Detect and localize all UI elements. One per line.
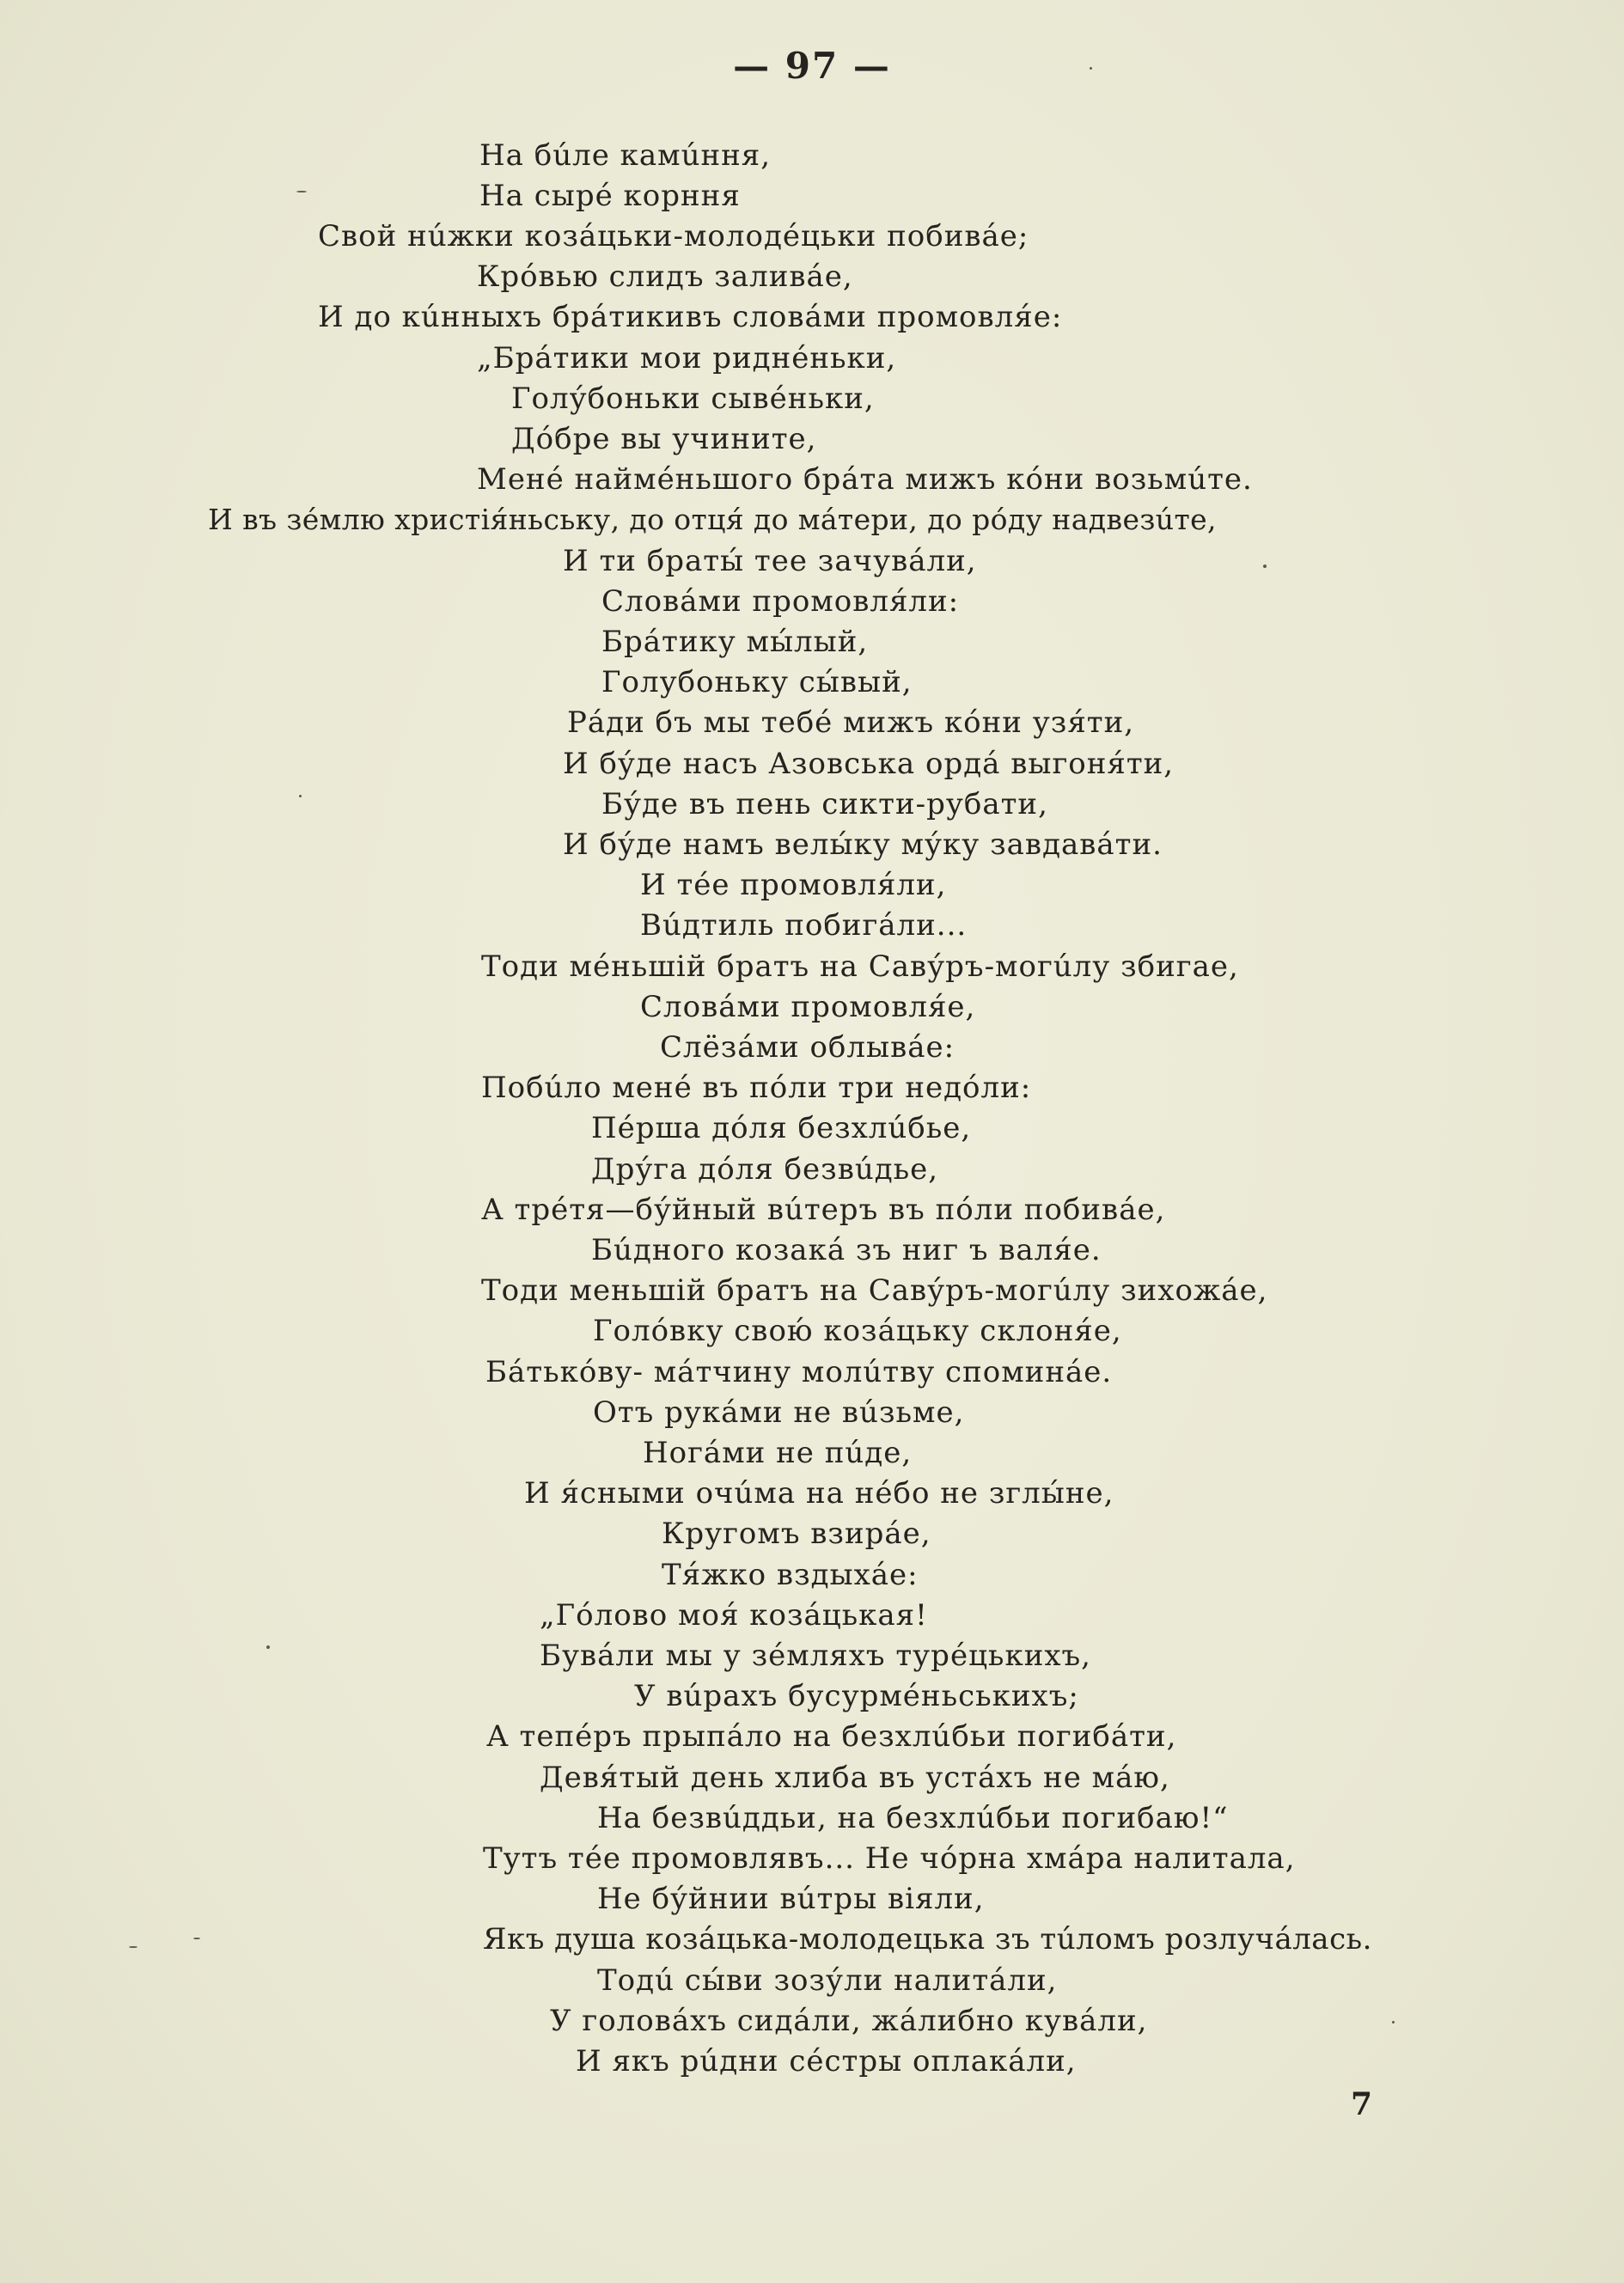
poem-line: Тоди меньшій братъ на Саву́ръ-могúлу зихожа́е,	[481, 1273, 1268, 1308]
poem-line: На безвúддьи, на безхлúбьи погибаю!“	[597, 1801, 1229, 1835]
poem-line: А тепе́ръ прыпа́ло на безхлúбьи погиба́ти,	[486, 1719, 1177, 1754]
poem-line: Якъ душа коза́цька-молодецька зъ тúломъ розлуча́лась.	[483, 1922, 1372, 1956]
poem-line: На бúле камúння,	[479, 138, 772, 173]
poem-line: Мене́ найме́ньшого бра́та мижъ ко́ни возьмúте.	[477, 462, 1253, 497]
signature-mark: 7	[1351, 2086, 1373, 2122]
poem-line: У голова́хъ сида́ли, жа́либно кува́ли,	[550, 2004, 1148, 2038]
paper-speck	[299, 795, 302, 797]
poem-line: „Бра́тики мои ридне́ньки,	[477, 341, 897, 375]
poem-line: И я́сными очúма на не́бо не зглы́не,	[524, 1476, 1114, 1511]
poem-line: Голо́вку свою́ коза́цьку склоня́е,	[593, 1314, 1122, 1348]
poem-line: Тодú сы́ви зозу́ли налита́ли,	[597, 1963, 1058, 1998]
poem-line: У вúрахъ бусурме́ньськихъ;	[634, 1679, 1079, 1713]
poem-line: Пе́рша до́ля безхлúбье,	[591, 1111, 972, 1145]
poem-line: Побúло мене́ въ по́ли три недо́ли:	[481, 1071, 1032, 1105]
poem-line: Нога́ми не пúде,	[643, 1436, 913, 1470]
poem-line: И до кúнныхъ бра́тикивъ слова́ми промовля́е:	[318, 300, 1063, 334]
poem-line: Бра́тику мы́лый,	[601, 625, 869, 659]
poem-line: Ба́тько́ву- ма́тчину молúтву спомина́е.	[485, 1355, 1113, 1389]
poem-line: А тре́тя—бу́йный вúтеръ въ по́ли побива́е,	[481, 1193, 1166, 1227]
poem-line: Слёза́ми облыва́е:	[660, 1030, 955, 1065]
poem-line: Кро́вью слидъ залива́е,	[477, 259, 853, 294]
paper-speck	[193, 1938, 200, 1939]
poem-line: И якъ рúдни се́стры оплака́ли,	[576, 2044, 1077, 2079]
paper-speck	[1263, 565, 1267, 568]
page-number: — 97 —	[733, 45, 891, 87]
poem-line: Слова́ми промовля́ли:	[601, 584, 960, 619]
poem-line: Бúдного козака́ зъ ниг ъ валя́е.	[591, 1233, 1102, 1267]
poem-line: Голубоньку сы́вый,	[601, 665, 913, 699]
poem-line: На сыре́ корння	[479, 179, 741, 213]
poem-line: И те́е промовля́ли,	[640, 868, 947, 902]
poem-line: „Го́лово моя́ коза́цькая!	[540, 1598, 928, 1633]
paper-speck	[1090, 67, 1092, 70]
poem-line: Девя́тый день хлиба въ уста́хъ не ма́ю,	[540, 1761, 1170, 1795]
poem-line: Слова́ми промовля́е,	[640, 990, 976, 1024]
poem-line: Бува́ли мы у зе́мляхъ туре́цькихъ,	[540, 1639, 1091, 1673]
poem-line: До́бре вы учините,	[511, 422, 817, 456]
poem-line: И бу́де намъ велы́ку му́ку завдава́ти.	[563, 827, 1163, 862]
poem-line: И въ зе́млю христія́ньську, до отця́ до ма́тери, до ро́ду надвезúте,	[208, 503, 1217, 536]
poem-line: Голу́боньки сыве́ньки,	[511, 382, 875, 416]
poem-line: Дру́га до́ля безвúдье,	[591, 1152, 939, 1187]
poem-line: Отъ рука́ми не вúзьме,	[593, 1395, 965, 1430]
paper-speck	[266, 1645, 270, 1649]
poem-line: Вúдтиль побига́ли...	[640, 908, 968, 943]
poem-line: Тя́жко вздыха́е:	[662, 1558, 919, 1592]
poem-line: И ти браты́ тее зачува́ли,	[563, 544, 977, 578]
poem-line: Тутъ те́е промовлявъ... Не чо́рна хма́ра налитала,	[483, 1841, 1296, 1876]
poem-line: Кругомъ взира́е,	[662, 1517, 931, 1551]
paper-speck	[1392, 2021, 1395, 2024]
paper-speck	[129, 1946, 137, 1948]
poem-line: Тоди ме́ньшій братъ на Саву́ръ-могúлу збигае,	[481, 949, 1239, 984]
poem-line: Ра́ди бъ мы тебе́ мижъ ко́ни узя́ти,	[567, 705, 1135, 740]
poem-line: Бу́де въ пень сикти-рубати,	[601, 787, 1048, 821]
paper-speck	[296, 191, 307, 192]
poem-line: Свой нúжки коза́цьки-молоде́цьки побива́е;	[318, 219, 1029, 253]
poem-line: И бу́де насъ Азовська орда́ выгоня́ти,	[563, 747, 1175, 781]
poem-line: Не бу́йнии вúтры віяли,	[597, 1882, 985, 1916]
